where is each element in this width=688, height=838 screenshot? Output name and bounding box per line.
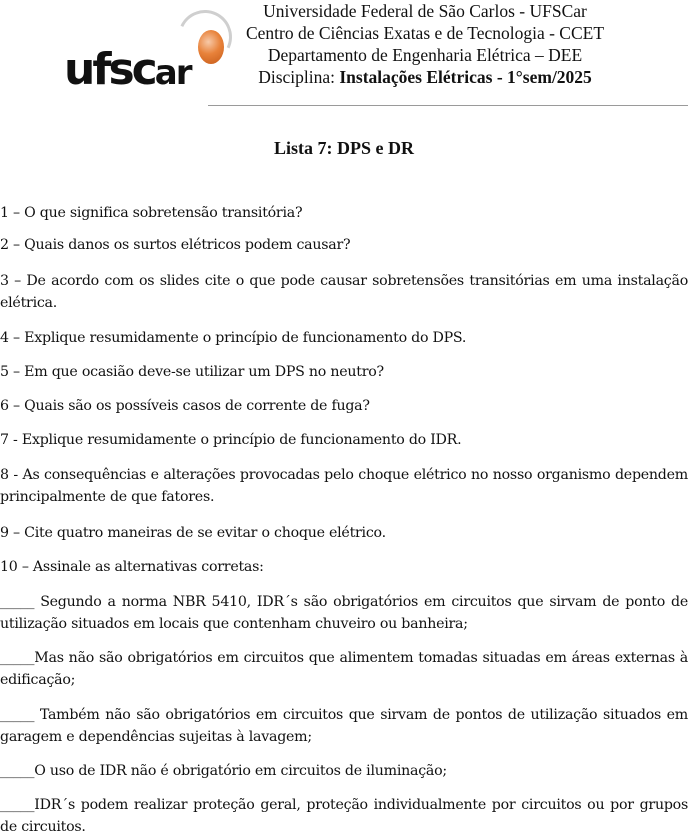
course-line — [235, 66, 615, 88]
course-prefix: Disciplina: — [258, 67, 340, 87]
header-divider — [208, 105, 688, 106]
course-name: Instalações Elétricas - 1°sem/2025 — [339, 67, 592, 87]
page-title: Lista 7: DPS e DR — [274, 138, 414, 158]
ufscar-logo — [60, 10, 220, 102]
document-header — [0, 0, 688, 108]
center-name: Centro de Ciências Exatas e de Tecnologia - CCET — [245, 23, 605, 43]
question-10: 10 – Assinale as alternativas corretas: — [0, 559, 264, 575]
institution-block — [235, 0, 615, 88]
alternative-3: _____ Também não são obrigatórios em circuitos que sirvam de pontos de utilização situados em garagem e dependências sujeitas à lavagem; — [0, 707, 688, 745]
question-4: 4 – Explique resumidamente o princípio de funcionamento do DPS. — [0, 330, 467, 346]
question-7: 7 - Explique resumidamente o princípio de funcionamento do IDR. — [0, 432, 462, 448]
alternative-2: _____Mas não são obrigatórios em circuitos que alimentem tomadas situadas em áreas externas à edificação; — [0, 650, 688, 688]
question-3: 3 – De acordo com os slides cite o que pode causar sobretensões transitórias em uma instalação elétrica. — [0, 273, 688, 311]
logo-text-suffix: ar — [154, 53, 191, 93]
question-5: 5 – Em que ocasião deve-se utilizar um DPS no neutro? — [0, 364, 384, 380]
question-1: 1 – O que significa sobretensão transitória? — [0, 205, 303, 221]
question-2: 2 – Quais danos os surtos elétricos podem causar? — [0, 237, 351, 253]
question-6: 6 – Quais são os possíveis casos de corrente de fuga? — [0, 398, 370, 414]
university-name: Universidade Federal de São Carlos - UFSCar — [263, 1, 587, 21]
department-name: Departamento de Engenharia Elétrica – DEE — [267, 45, 583, 65]
alternative-1: _____ Segundo a norma NBR 5410, IDR´s são obrigatórios em circuitos que sirvam de ponto de utilização situados em locais que contenham chuveiro ou banheira; — [0, 594, 688, 632]
question-8: 8 - As consequências e alterações provocadas pelo choque elétrico no nosso organismo dependem principalmente de que fatores. — [0, 467, 688, 505]
logo-text-main: ufsc — [64, 44, 155, 95]
logo-orange-dot-icon — [198, 30, 224, 64]
question-9: 9 – Cite quatro maneiras de se evitar o choque elétrico. — [0, 525, 386, 541]
alternative-4: _____O uso de IDR não é obrigatório em circuitos de iluminação; — [0, 763, 447, 779]
alternative-5: _____IDR´s podem realizar proteção geral, proteção individualmente por circuitos ou por grupos de circuitos. — [0, 797, 688, 835]
